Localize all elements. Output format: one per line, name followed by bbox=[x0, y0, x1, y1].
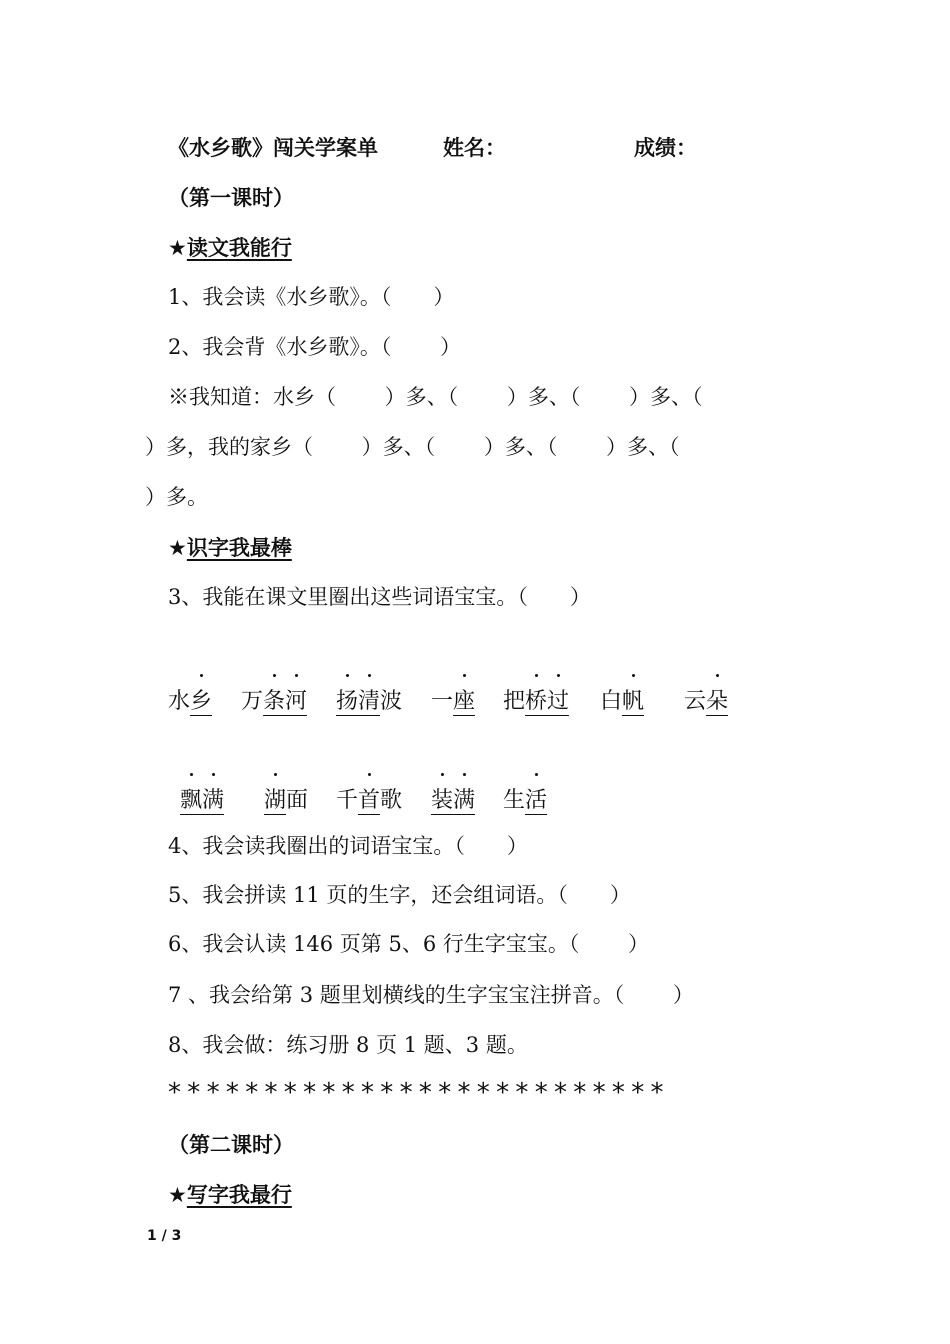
lesson-one-heading: （第一课时） bbox=[168, 186, 294, 210]
score-label: 成绩： bbox=[634, 136, 697, 160]
word-char: 万 bbox=[241, 689, 264, 714]
item-3: 3、我能在课文里圈出这些词语宝宝。（ ） bbox=[168, 585, 591, 609]
word-item bbox=[600, 684, 644, 716]
word-char: 一 bbox=[431, 689, 454, 714]
know-line-2: ）多，我的家乡（ ）多、（ ）多、（ ）多、（ bbox=[145, 435, 680, 459]
word-char: 活 bbox=[525, 783, 547, 815]
lesson-two-heading: （第二课时） bbox=[168, 1133, 294, 1157]
item-7: 7 、我会给第 3 题里划横线的生字宝宝注拼音。（ ） bbox=[168, 983, 694, 1007]
word-char: 帆 bbox=[622, 684, 644, 716]
word-char: 装 bbox=[431, 783, 453, 815]
worksheet-title: 《水乡歌》闯关学案单 bbox=[168, 136, 378, 160]
section-literacy-title: 识字我最棒 bbox=[186, 536, 292, 560]
word-char: 清 bbox=[358, 684, 380, 716]
item-8: 8、我会做：练习册 8 页 1 题、3 题。 bbox=[168, 1033, 528, 1057]
word-char: 乡 bbox=[190, 684, 212, 716]
word-char: 把 bbox=[503, 689, 526, 714]
star-divider: ************************** bbox=[168, 1078, 670, 1108]
word-item bbox=[684, 684, 728, 716]
word-char: 首 bbox=[358, 783, 380, 815]
star-icon: ★ bbox=[168, 536, 187, 560]
item-4: 4、我会读我圈出的词语宝宝。（ ） bbox=[168, 834, 528, 858]
section-read-heading bbox=[168, 233, 292, 263]
know-line-3: ）多。 bbox=[145, 485, 208, 509]
word-item bbox=[503, 783, 547, 815]
item-6: 6、我会认读 146 页第 5、6 行生字宝宝。（ ） bbox=[168, 932, 650, 956]
word-char: 歌 bbox=[380, 788, 403, 813]
word-char: 过 bbox=[547, 684, 569, 716]
word-char: 波 bbox=[380, 689, 403, 714]
name-label: 姓名： bbox=[443, 136, 506, 160]
word-char: 满 bbox=[453, 783, 475, 815]
know-line-1: ※我知道：水乡（ ）多、（ ）多、（ ）多、（ bbox=[168, 385, 703, 409]
word-char: 扬 bbox=[336, 684, 358, 716]
word-char: 飘 bbox=[180, 783, 202, 815]
word-item bbox=[336, 684, 402, 716]
word-char: 云 bbox=[684, 689, 707, 714]
star-icon: ★ bbox=[168, 1183, 187, 1207]
word-char: 千 bbox=[336, 788, 359, 813]
word-item bbox=[431, 684, 475, 716]
word-item bbox=[180, 783, 224, 815]
word-item bbox=[503, 684, 569, 716]
word-item bbox=[431, 783, 475, 815]
word-char: 桥 bbox=[525, 684, 547, 716]
word-char: 白 bbox=[600, 689, 623, 714]
word-char: 条 bbox=[263, 684, 285, 716]
item-1: 1、我会读《水乡歌》。（ ） bbox=[168, 285, 455, 309]
word-char: 面 bbox=[286, 788, 309, 813]
word-item bbox=[241, 684, 307, 716]
star-icon: ★ bbox=[168, 236, 187, 260]
section-literacy-heading bbox=[168, 533, 292, 563]
section-read-title: 读文我能行 bbox=[186, 236, 292, 260]
word-char: 座 bbox=[453, 684, 475, 716]
item-2: 2、我会背《水乡歌》。（ ） bbox=[168, 335, 462, 359]
word-char: 河 bbox=[285, 684, 307, 716]
word-item bbox=[168, 684, 212, 716]
word-char: 朵 bbox=[706, 684, 728, 716]
section-write-title: 写字我最行 bbox=[186, 1183, 292, 1207]
section-write-heading bbox=[168, 1180, 292, 1210]
word-char: 湖 bbox=[264, 783, 286, 815]
item-5: 5、我会拼读 11 页的生字，还会组词语。（ ） bbox=[168, 883, 631, 907]
page-number: 1 / 3 bbox=[147, 1228, 182, 1244]
word-item bbox=[336, 783, 402, 815]
word-char: 满 bbox=[202, 783, 224, 815]
word-char: 水 bbox=[168, 689, 191, 714]
word-item bbox=[264, 783, 308, 815]
word-char: 生 bbox=[503, 788, 526, 813]
